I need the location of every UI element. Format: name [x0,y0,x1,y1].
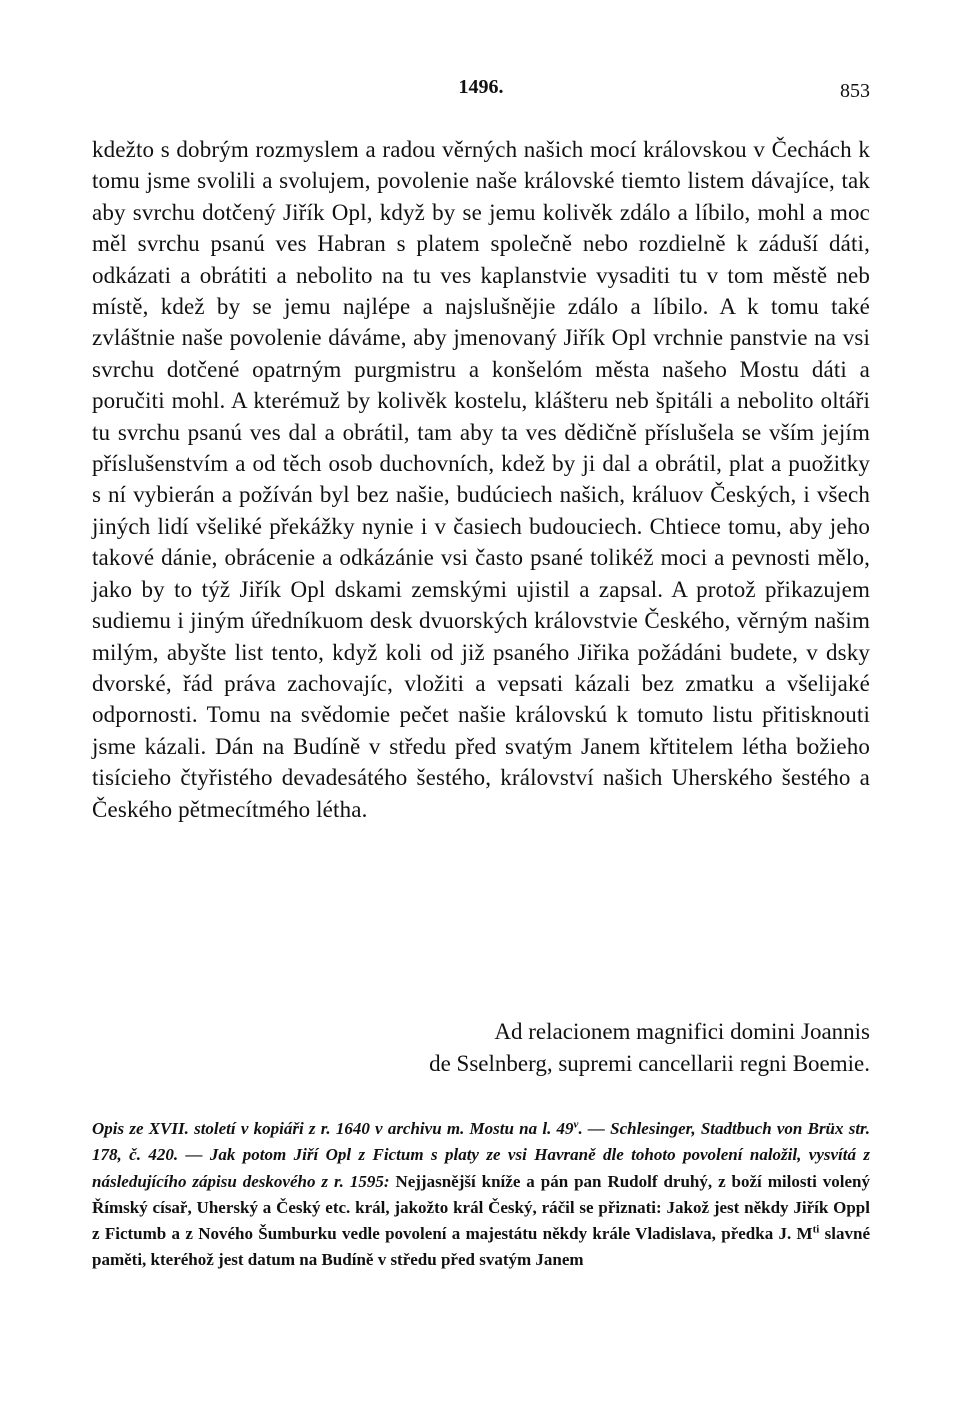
source-note-paragraph [92,1116,870,1274]
source-note-quote-2: slavné paměti, kteréhož jest datum na Budíně v středu před svatým Janem [92,1224,870,1270]
signature-line-2: de Sselnberg, supremi cancellarii regni Boemie. [429,1051,870,1076]
signature-line-1: Ad relacionem magnifici domini Joannis [494,1019,870,1044]
page-number: 853 [840,80,870,102]
folio-superscript: v [573,1118,579,1131]
source-note-italic-2: . — Schlesinger, Stadtbuch von Brüx str. 178, č. 420. — Jak potom Jiří Opl z Fictum s platy ze vsi Havraně dle tohoto povolení naložil, vysvítá z následujícího zápisu deskového z r. 1595: [92,1119,870,1191]
source-note-italic: Opis ze XVII. století v kopiáři z r. 1640 v archivu m. Mostu na l. 49 [92,1119,574,1138]
running-head [92,76,870,106]
source-note [92,1116,870,1274]
majesty-superscript: ti [812,1223,820,1236]
charter-paragraph: kdežto s dobrým rozmyslem a radou věrných našich mocí královskou v Čechách k tomu jsme svolili a svolujem, povolenie naše královské tiemto listem dávajíce, tak aby svrchu dotčený Jiřík Opl, když by se jemu kolivěk zdálo a líbilo, mohl a moc měl svrchu psanú ves Habran s platem společně nebo rozdielně k záduší dáti, odkázati a obrátiti a nebolito na tu ves kaplanstvie vysaditi tu v tom městě neb místě, kdež by se jemu najlépe a najslušnějie zdálo a líbilo. A k tomu také zvláštnie naše povolenie dáváme, aby jmenovaný Jiřík Opl vrchnie panstvie na vsi svrchu dotčené opatrným purgmistru a konšelóm města našeho Mostu dáti a poručiti mohl. A kterémuž by kolivěk kostelu, klášteru neb špitáli a nebolito oltáři tu svrchu psanú ves dal a obrátil, tam aby ta ves dědičně příslušela se vším jejím příslušenstvím a od těch osob duchovních, kdež by ji dal a obrátil, plat a puožitky s ní vybierán a požíván byl bez našie, budúciech našich, králuov Českých, i všech jiných lidí všeliké překážky nynie i v časiech budouciech. Chtiece tomu, aby jeho takové dánie, obrácenie a odkázánie vsi často psané tolikéž moci a pevnosti mělo, jako by to týž Jiřík Opl dskami zemskými ujistil a zapsal. A protož přikazujem sudiemu i jiným úředníkuom desk dvuorských královstvie Českého, věrným našim milým, abyšte list tento, když koli od již psaného Jiřika požádáni budete, v dsky dvorské, řád práva zachovajíc, vložiti a vepsati kázali bez zmatku a všelijaké odpornosti. Tomu na svědomie pečet našie královskú k tomuto listu přitisknouti jsme kázali. Dán na Budíně v středu před svatým Janem křtitelem létha božieho tisícieho čtyřistého devadesátého šestého, království našich Uherského šestého a Českého pětmecítmého létha. [92,137,870,822]
header-year: 1496. [458,76,504,98]
charter-text [92,134,870,825]
source-note-quote: Nejjasnější kníže a pán pan Rudolf druhý, z boží milosti volený Římský císař, Uherský a Český etc. král, jakožto král Český, ráčil se přiznati: Jakož jest někdy Jiřík Oppl z Fictumb a z Nového Šumburku vedle povolení a majestátu někdy krále Vladislava, předka J. M [92,1171,870,1244]
